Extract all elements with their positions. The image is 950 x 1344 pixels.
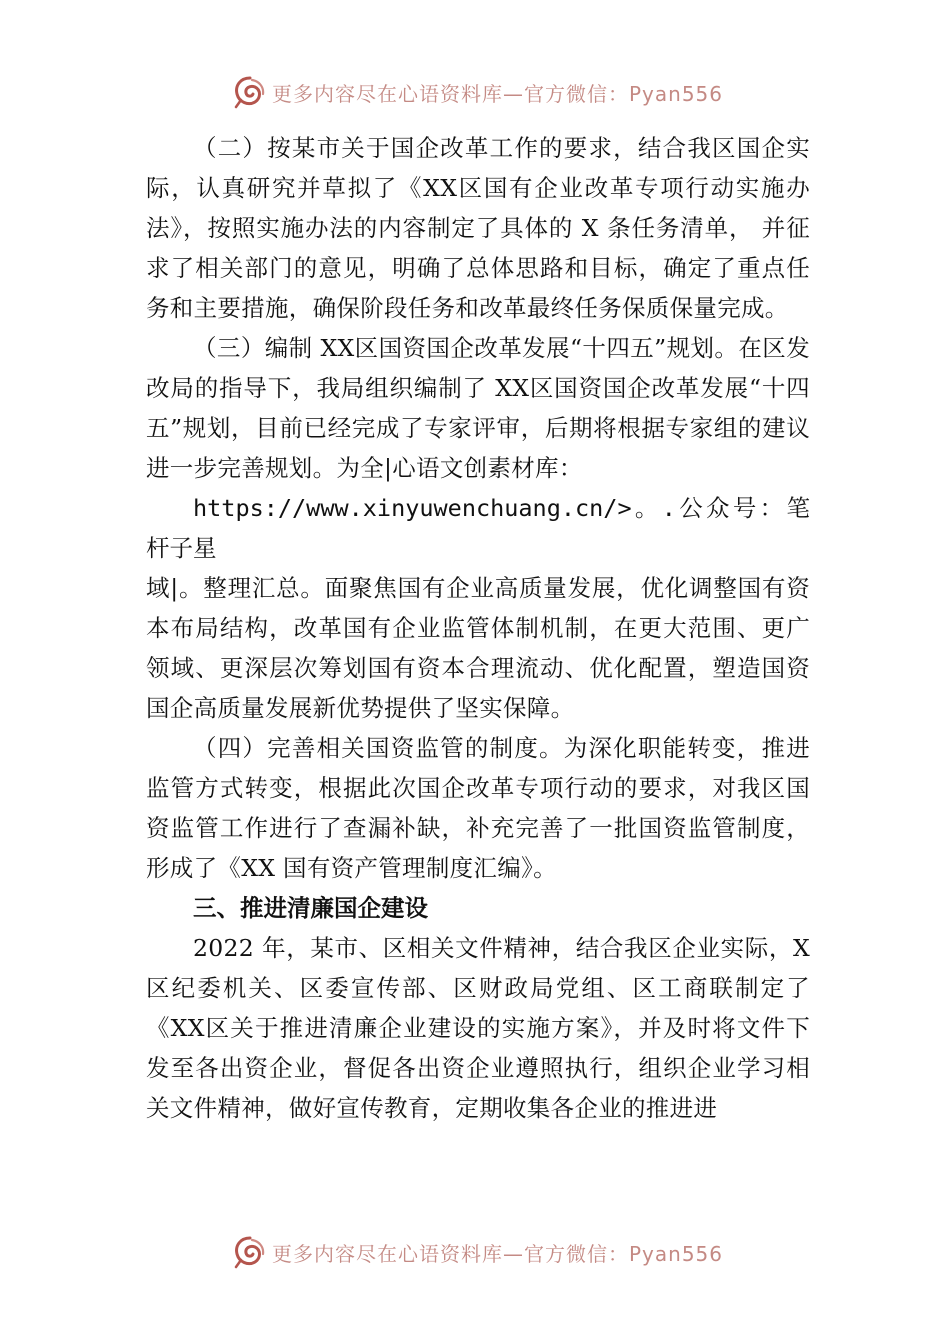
paragraph-plan-part-a: （三）编制 XX区国资国企改革发展“十四五”规划。在区发改局的指导下，我局组织编制了 XX区国资国企改革发展“十四五”规划，目前已经完成了专家评审，后期将根据专家组的建议进一步完善规划。为全|心语文创素材库： [146, 334, 810, 482]
paragraph-plan-url: https://www.xinyuwenchuang.cn/>。.公众号：笔杆子星 [146, 494, 810, 562]
paragraph-task-list: （二）按某市关于国企改革工作的要求，结合我区国企实际，认真研究并草拟了《XX区国有企业改革专项行动实施办法》，按照实施办法的内容制定了具体的 X 条任务清单， 并征求了相关部门的意见，明确了总体思路和目标，确定了重点任务和主要措施，确保阶段任务和改革最终任务保质保量完成。 [146, 134, 810, 322]
header-banner-text: 更多内容尽在心语资料库—官方微信：Pyan556 [272, 81, 724, 106]
paragraph-plan [146, 328, 810, 728]
document-body [146, 128, 810, 1128]
paragraph-supervision: （四）完善相关国资监管的制度。为深化职能转变，推进监管方式转变，根据此次国企改革专项行动的要求，对我区国资监管工作进行了查漏补缺，补充完善了一批国资监管制度，形成了《XX 国有资产管理制度汇编》。 [146, 734, 810, 882]
footer-banner-text: 更多内容尽在心语资料库—官方微信：Pyan556 [272, 1241, 724, 1266]
header-watermark-banner [232, 72, 723, 112]
section-heading: 三、推进清廉国企建设 [193, 894, 428, 922]
swirl-logo-icon [232, 1234, 268, 1270]
paragraph-plan-part-b: 域|。整理汇总。面聚焦国有企业高质量发展，优化调整国有资本布局结构，改革国有企业监管体制机制，在更大范围、更广领域、更深层次筹划国有资本合理流动、优化配置，塑造国资国企高质量发展新优势提供了坚实保障。 [146, 574, 810, 722]
footer-watermark-banner [232, 1232, 723, 1272]
swirl-logo-icon [232, 74, 268, 110]
paragraph-clean-enterprise: 2022 年，某市、区相关文件精神，结合我区企业实际，X区纪委机关、区委宣传部、区财政局党组、区工商联制定了《XX区关于推进清廉企业建设的实施方案》，并及时将文件下发至各出资企业，督促各出资企业遵照执行，组织企业学习相关文件精神，做好宣传教育，定期收集各企业的推进进 [146, 934, 810, 1122]
